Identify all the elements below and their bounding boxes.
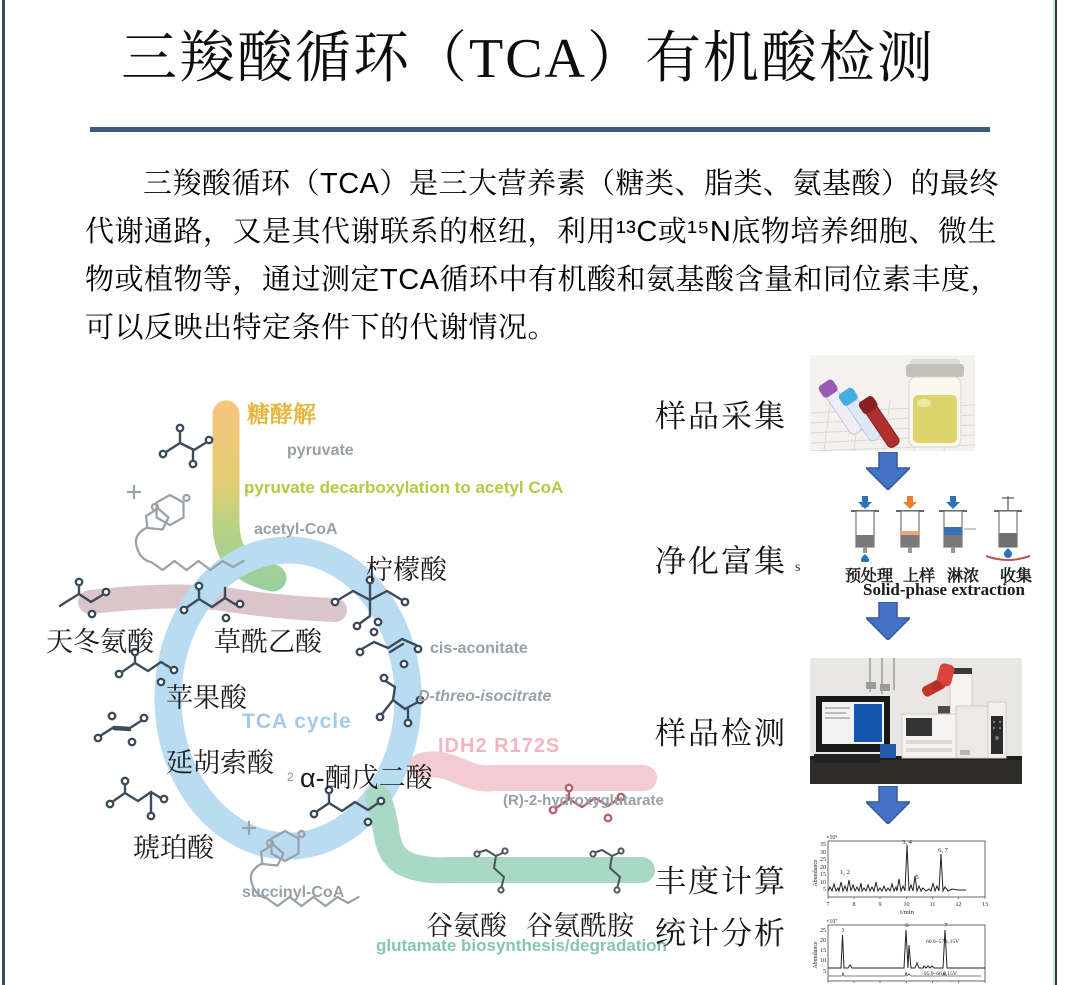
svg-text:25: 25 bbox=[820, 928, 826, 934]
down-arrow-icon bbox=[866, 452, 910, 490]
svg-text:13: 13 bbox=[982, 902, 988, 908]
fumarate-structure bbox=[95, 713, 147, 745]
workflow-step-abundance: 丰度计算 bbox=[655, 864, 787, 899]
svg-text:10: 10 bbox=[903, 902, 910, 908]
citrate-label: 柠檬酸 bbox=[366, 555, 447, 585]
hydroxyglutarate-label: (R)-2-hydroxyglutarate bbox=[503, 792, 664, 809]
svg-text:15: 15 bbox=[820, 872, 826, 878]
succinate-structure bbox=[107, 778, 167, 819]
svg-text:7: 7 bbox=[826, 902, 830, 908]
spe-cartridge-1 bbox=[851, 496, 879, 562]
spe-caption: Solid-phase extraction bbox=[863, 580, 1025, 599]
instrument-photo bbox=[810, 658, 1022, 784]
spe-step-pretreat: 预处理 bbox=[845, 568, 894, 585]
akg-prefix: 2 bbox=[287, 770, 294, 784]
pyruvate-decarboxylation-label: pyruvate decarboxylation to acetyl CoA bbox=[244, 478, 564, 497]
aspartate-label: 天冬氨酸 bbox=[46, 627, 154, 657]
svg-text:×10⁵: ×10⁵ bbox=[826, 835, 838, 841]
svg-text:1: 1 bbox=[841, 927, 845, 934]
right-border-line bbox=[1055, 0, 1057, 985]
svg-text:10: 10 bbox=[820, 880, 826, 886]
svg-text:Abundance: Abundance bbox=[813, 859, 819, 887]
glutamate-label: 谷氨酸 bbox=[426, 911, 507, 941]
malate-label: 苹果酸 bbox=[166, 683, 247, 713]
svg-text:6: 6 bbox=[905, 922, 909, 929]
chromatogram-top bbox=[813, 835, 988, 916]
svg-text:11: 11 bbox=[929, 902, 936, 908]
svg-text:-95.0~66.0,15V: -95.0~66.0,15V bbox=[922, 971, 957, 977]
svg-text:t/min: t/min bbox=[900, 909, 914, 916]
spe-cartridge-3 bbox=[939, 496, 976, 553]
intro-line: 三羧酸循环（TCA）是三大营养素（糖类、脂类、氨基酸）的最终 bbox=[143, 168, 1000, 200]
glutamate-pathway-label: glutamate biosynthesis/degradation bbox=[376, 936, 667, 955]
idh2-band bbox=[422, 764, 644, 778]
spe-step-collect: 收集 bbox=[1000, 568, 1033, 585]
isocitrate-label: D-threo-isocitrate bbox=[418, 688, 552, 705]
page-title: 三羧酸循环（TCA）有机酸检测 bbox=[121, 28, 935, 90]
chromatogram-plots bbox=[812, 833, 1002, 985]
svg-text:30: 30 bbox=[820, 850, 826, 856]
svg-text:15: 15 bbox=[820, 948, 826, 954]
svg-text:7: 7 bbox=[944, 922, 948, 929]
tca-cycle-label: TCA cycle bbox=[242, 710, 352, 733]
alpha-ketoglutarate-label: α-酮戊二酸 bbox=[300, 763, 433, 793]
idh2-mutation-label: IDH2 R172S bbox=[438, 735, 561, 757]
intro-line: 代谢通路，又是其代谢联系的枢纽，利用¹³C或¹⁵N底物培养细胞、微生 bbox=[85, 216, 997, 248]
svg-text:35: 35 bbox=[820, 842, 826, 848]
workflow-step-detection: 样品检测 bbox=[655, 716, 787, 751]
succinate-label: 琥珀酸 bbox=[133, 833, 214, 863]
succinyl-coa-label: succinyl-CoA bbox=[242, 884, 345, 901]
svg-text:10: 10 bbox=[820, 958, 826, 964]
solid-phase-extraction-figure bbox=[788, 496, 1046, 562]
cis-aconitate-label: cis-aconitate bbox=[430, 640, 528, 657]
svg-text:Abundance: Abundance bbox=[813, 941, 819, 969]
svg-text:5: 5 bbox=[823, 969, 826, 975]
title-underline bbox=[90, 127, 990, 132]
intro-paragraph bbox=[85, 160, 1000, 352]
spe-cartridge-2 bbox=[896, 496, 924, 553]
fumarate-label: 延胡索酸 bbox=[166, 748, 274, 778]
workflow-step-purification: 净化富集 bbox=[655, 544, 787, 579]
tca-cycle-diagram bbox=[30, 380, 680, 980]
pyruvate-label: pyruvate bbox=[287, 442, 354, 459]
glycolysis-label: 糖酵解 bbox=[247, 401, 316, 427]
workflow-step-sample-collection: 样品采集 bbox=[655, 399, 787, 434]
svg-text:20: 20 bbox=[820, 938, 826, 944]
svg-text:1, 2: 1, 2 bbox=[840, 869, 850, 876]
spe-step-rinse: 淋浓 bbox=[947, 568, 980, 585]
svg-text:×10⁷: ×10⁷ bbox=[826, 919, 838, 925]
svg-text:12: 12 bbox=[955, 902, 962, 908]
intro-line: 可以反映出特定条件下的代谢情况。 bbox=[85, 312, 558, 344]
svg-text:9: 9 bbox=[878, 902, 882, 908]
glutamine-label: 谷氨酰胺 bbox=[526, 911, 634, 941]
svg-text:5: 5 bbox=[823, 887, 826, 893]
spe-step-load: 上样 bbox=[903, 568, 936, 585]
workflow-step-statistics: 统计分析 bbox=[655, 916, 787, 951]
svg-text:20: 20 bbox=[820, 865, 826, 871]
svg-text:3, 4: 3, 4 bbox=[902, 839, 912, 846]
intro-line: 物或植物等，通过测定TCA循环中有机酸和氨基酸含量和同位素丰度， bbox=[85, 264, 1001, 296]
oxaloacetate-label: 草酰乙酸 bbox=[214, 627, 322, 657]
svg-text:60.0~57.1,15V: 60.0~57.1,15V bbox=[926, 939, 960, 945]
svg-text:6, 7: 6, 7 bbox=[938, 847, 948, 854]
left-border-line bbox=[2, 0, 5, 985]
down-arrow-icon bbox=[866, 602, 910, 640]
pyruvate-structure bbox=[160, 425, 212, 467]
sample-collection-photo bbox=[810, 355, 975, 451]
svg-text:25: 25 bbox=[820, 857, 826, 863]
svg-text:8: 8 bbox=[852, 902, 856, 908]
acetyl-coa-label: acetyl-CoA bbox=[254, 521, 338, 538]
down-arrow-icon bbox=[866, 786, 910, 824]
spe-cartridge-4 bbox=[986, 496, 1030, 560]
spe-prefix: s bbox=[795, 560, 801, 575]
chromatogram-bottom bbox=[813, 919, 988, 985]
svg-text:5: 5 bbox=[915, 874, 919, 881]
